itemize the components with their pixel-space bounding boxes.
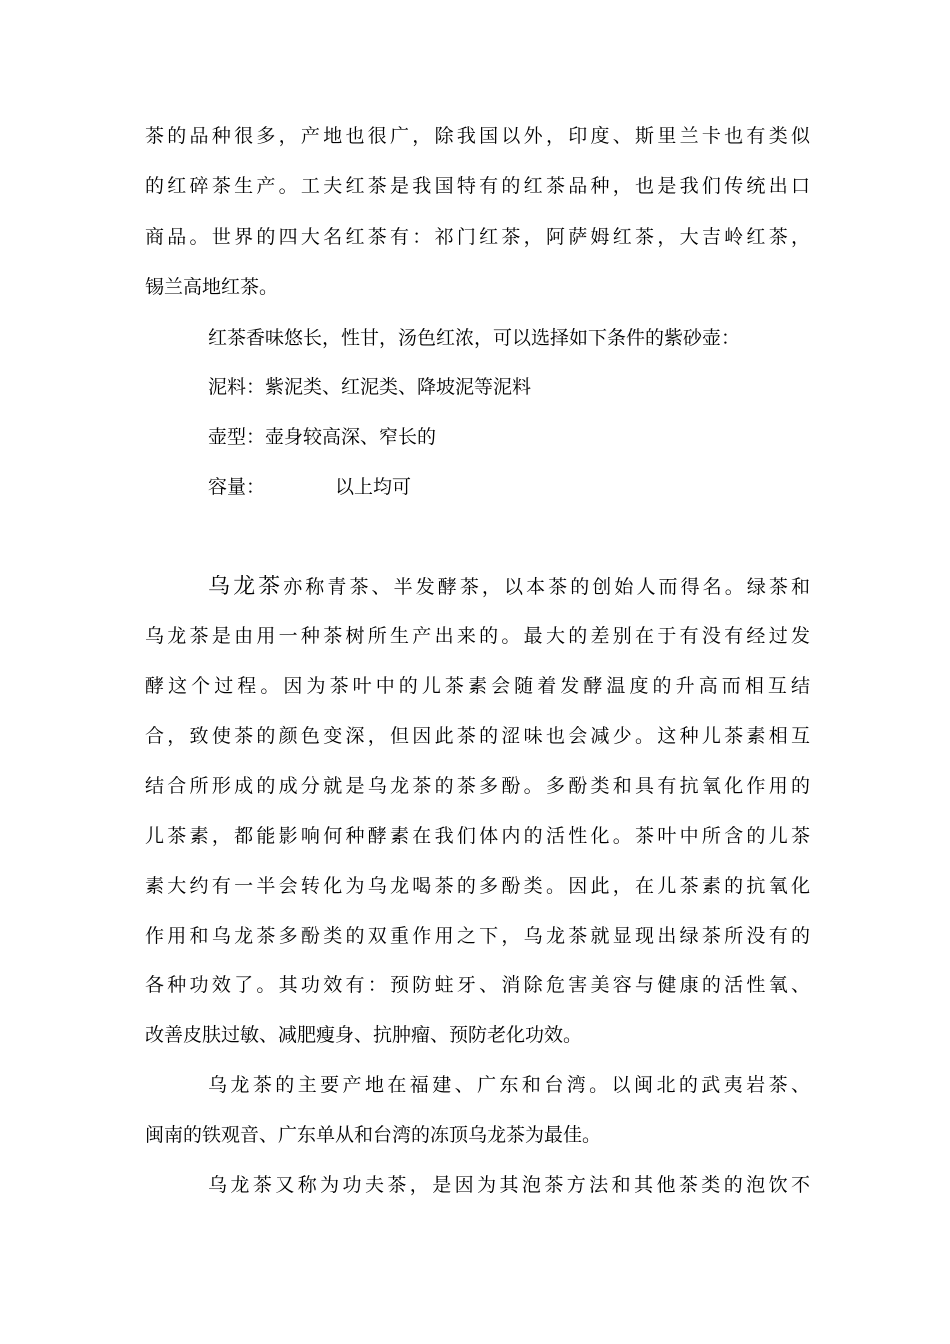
paragraph-line: 作用和乌龙茶多酚类的双重作用之下，乌龙茶就显现出绿茶所没有的 <box>145 925 810 947</box>
oolong-heading-word: 乌龙茶 <box>208 575 284 599</box>
paragraph-line: 乌龙茶的主要产地在福建、广东和台湾。以闽北的武夷岩茶、 <box>208 1074 810 1096</box>
paragraph-line: 改善皮肤过敏、减肥瘦身、抗肿瘤、预防老化功效。 <box>145 1024 583 1046</box>
paragraph-line: 红茶香味悠长，性甘，汤色红浓，可以选择如下条件的紫砂壶： <box>208 327 741 349</box>
paragraph-line: 儿茶素，都能影响何种酵素在我们体内的活性化。茶叶中所含的儿茶 <box>145 825 810 847</box>
paragraph-text: 亦称青茶、半发酵茶，以本茶的创始人而得名。绿茶和 <box>283 576 810 598</box>
paragraph-line: 的红碎茶生产。工夫红茶是我国特有的红茶品种，也是我们传统出口 <box>145 175 810 197</box>
capacity-label: 容量： <box>208 476 266 498</box>
paragraph-line: 茶的品种很多，产地也很广，除我国以外，印度、斯里兰卡也有类似 <box>145 125 810 147</box>
paragraph-line: 乌龙茶是由用一种茶树所生产出来的。最大的差别在于有没有经过发 <box>145 625 810 647</box>
paragraph-line <box>208 475 810 499</box>
paragraph-line: 泥料：紫泥类、红泥类、降坡泥等泥料 <box>208 376 532 398</box>
capacity-value: 以上均可 <box>335 476 412 498</box>
paragraph-line: 各种功效了。其功效有：预防蛀牙、消除危害美容与健康的活性氧、 <box>145 974 810 996</box>
paragraph-line: 乌龙茶又称为功夫茶，是因为其泡茶方法和其他茶类的泡饮不 <box>208 1174 810 1196</box>
paragraph-line: 壶型：壶身较高深、窄长的 <box>208 426 437 448</box>
paragraph-line: 合，致使茶的颜色变深，但因此茶的涩味也会减少。这种儿茶素相互 <box>145 725 810 747</box>
paragraph-line: 酵这个过程。因为茶叶中的儿茶素会随着发酵温度的升高而相互结 <box>145 675 810 697</box>
paragraph-line: 闽南的铁观音、广东单从和台湾的冻顶乌龙茶为最佳。 <box>145 1124 602 1146</box>
paragraph-line <box>208 575 810 599</box>
paragraph-line: 结合所形成的成分就是乌龙茶的茶多酚。多酚类和具有抗氧化作用的 <box>145 775 810 797</box>
paragraph-line: 商品。世界的四大名红茶有：祁门红茶，阿萨姆红茶，大吉岭红茶， <box>145 226 810 248</box>
paragraph-line: 锡兰高地红茶。 <box>145 276 279 298</box>
paragraph-line: 素大约有一半会转化为乌龙喝茶的多酚类。因此，在儿茶素的抗氧化 <box>145 875 810 897</box>
